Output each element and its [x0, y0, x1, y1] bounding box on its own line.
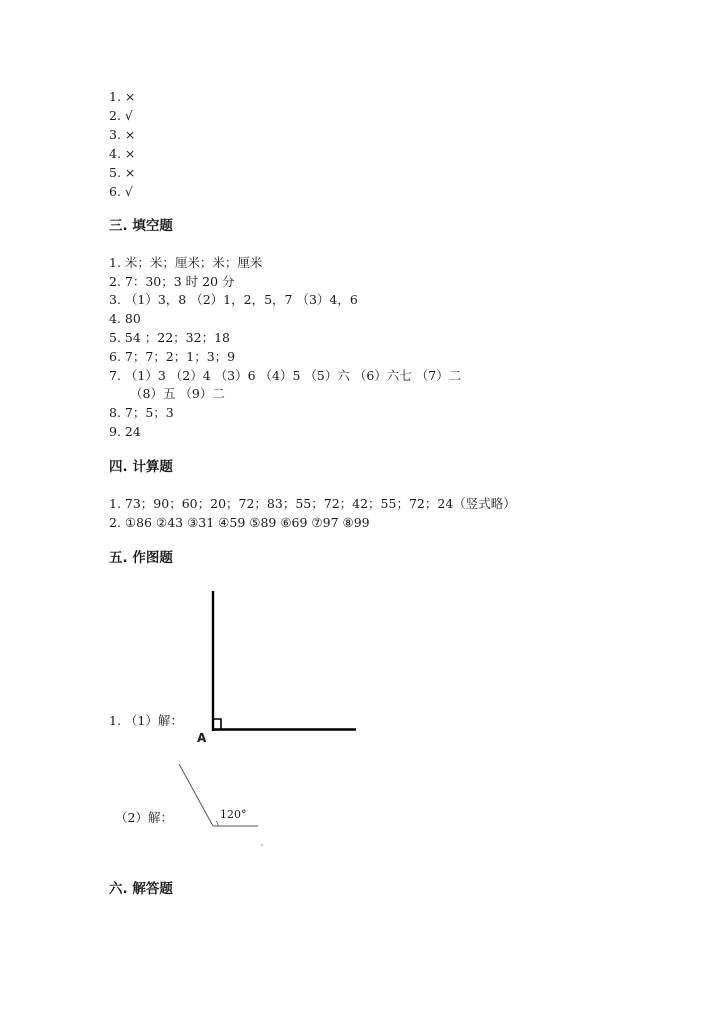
answer-line: 4. ×: [109, 146, 136, 161]
answer-line-continued: （8）五 （9）二: [130, 386, 225, 401]
answer-line: 6. √: [109, 184, 133, 199]
answer-line: 5. 54 ；22；32；18: [109, 330, 230, 345]
angle-label: 120°: [220, 808, 247, 821]
section-title-fill-in: 三. 填空题: [109, 218, 173, 234]
answer-line: 9. 24: [109, 424, 141, 439]
section-title-calculation: 四. 计算题: [109, 459, 173, 475]
answer-line: 4. 80: [109, 311, 141, 326]
answer-line: 1. ×: [109, 89, 136, 104]
answer-line: 3. （1）3，8 （2）1，2，5，7 （3）4，6: [109, 292, 358, 307]
answer-line: 2. ①86 ②43 ③31 ④59 ⑤89 ⑥69 ⑦97 ⑧99: [109, 515, 370, 530]
angle-arc: [216, 821, 218, 826]
answer-line: 5. ×: [109, 165, 136, 180]
answer-line: 8. 7；5；3: [109, 405, 174, 420]
answer-line: 1. 73；90；60；20；72；83；55；72；42；55；72；24（竖式略）: [109, 496, 516, 511]
answer-line: 1. 米；米；厘米；米；厘米: [109, 255, 263, 270]
stray-dot: [261, 844, 263, 846]
answer-line: 2. 7：30；3 时 20 分: [109, 274, 235, 289]
answer-line: 6. 7；7；2；1；3；9: [109, 349, 236, 364]
answer-line: 2. √: [109, 108, 133, 123]
angle-ray-slanted: [179, 764, 213, 826]
q1-label: 1. （1）解：: [109, 713, 183, 728]
section-title-solutions: 六. 解答题: [109, 881, 173, 897]
answer-line: 7. （1）3 （2）4 （3）6 （4）5 （5）六 （6）六七 （7）二: [109, 368, 462, 383]
answer-line: 3. ×: [109, 127, 136, 142]
point-a-label: A: [197, 731, 207, 745]
q2-label: （2）解：: [115, 810, 173, 825]
section-title-drawing: 五. 作图题: [109, 550, 173, 566]
